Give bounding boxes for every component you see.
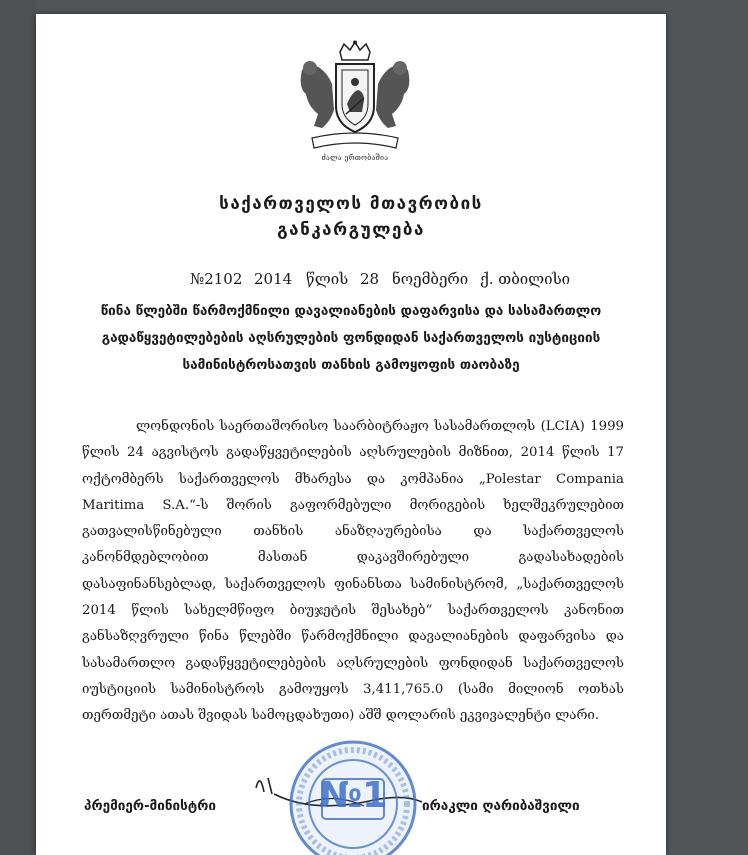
year-word: წლის [306,270,349,288]
document-page [36,14,666,855]
emblem-motto: ძალა ერთობაშია [321,154,389,162]
viewer-right-gutter [666,0,748,855]
signer-name: ირაკლი ღარიბაშვილი [422,798,580,814]
document-day: 28 [360,270,380,288]
stamp-number: №1 [318,775,388,816]
subject-line: სამინისტროსათვის თანხის გამოყოფის თაობაზე [182,357,520,373]
viewer-left-edge [0,0,36,855]
document-number: №2102 [190,270,243,288]
coat-of-arms-icon [292,40,418,164]
subject-line: გადაწყვეტილებების აღსრულების ფონდიდან საქართველოს იუსტიციის [101,330,601,346]
document-city: ქ. თბილისი [480,270,571,288]
document-year: 2014 [254,270,293,288]
document-body: ლონდონის საერთაშორისო საარბიტრაჟო სასამართლოს (LCIA) 1999 წლის 24 აგვისტოს გადაწყვეტილების აღსრულების მიზნით, 2014 წლის 17 ოქტომბერს საქართველოს მხარესა და კომპანია „Polestar Compania Maritima S.A.“-ს შორის გაფორმებული მორიგების ხელშეკრულებით გათვალისწინებული თანხის ანაზღაურებისა და საქართველოს კანონმდებლობით მასთან დაკავშირებული გადასახადების დასაფინანსებლად, საქართველოს ფინანსთა სამინისტრომ, „საქართველოს 2014 წლის სახელმწიფო ბიუჯეტის შესახებ“ საქართველოს კანონით განსაზღვრული წინა წლებში წარმოქმნილი დავალიანების დაფარვისა და სასამართლო გადაწყვეტილებების აღსრულების ფონდიდან საქართველოს იუსტიციის სამინისტროს გამოუყოს 3,411,765.0 (სამი მილიონ ოთხას თერთმეტი ათას შვიდას სამოცდახუთი) აშშ დოლარის ეკვივალენტი ლარი. [82,419,624,724]
document-title: საქართველოს მთავრობის [219,194,483,214]
document-subject [76,298,626,379]
subject-line: წინა წლებში წარმოქმნილი დავალიანების დაფარვისა და სასამართლო [100,303,602,319]
signer-title: პრემიერ-მინისტრი [84,798,216,814]
document-type: განკარგულება [277,220,425,240]
official-stamp-icon [288,739,418,855]
document-month: ნოემბერი [392,270,469,288]
